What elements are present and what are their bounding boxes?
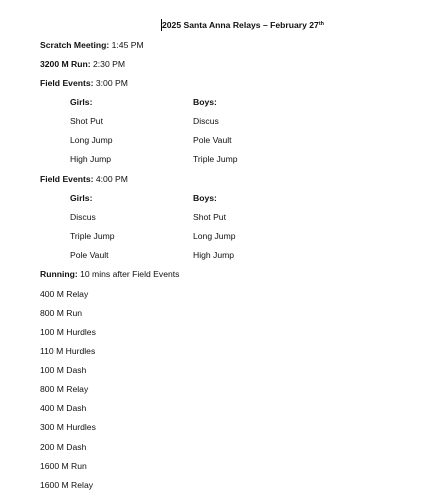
running-line bbox=[40, 269, 179, 279]
field-events-1-boys-item: Pole Vault bbox=[193, 135, 232, 145]
running-event-item: 300 M Hurdles bbox=[40, 422, 96, 432]
running-event-item: 400 M Relay bbox=[40, 289, 89, 299]
field-events-1-boys-item: Discus bbox=[193, 116, 219, 126]
running-event-item: 110 M Hurdles bbox=[40, 346, 96, 356]
running-event-item: 800 M Run bbox=[40, 308, 83, 318]
field-events-1-girls-header: Girls: bbox=[70, 97, 93, 107]
field-events-1-label: Field Events: bbox=[40, 78, 94, 88]
field-events-2-boys-header: Boys: bbox=[193, 193, 217, 203]
document-title bbox=[162, 20, 324, 30]
field-events-2-girls-item: Discus bbox=[70, 212, 96, 222]
title-suffix: th bbox=[318, 21, 325, 27]
running-event-item: 1600 M Relay bbox=[40, 480, 94, 490]
field-events-2-line bbox=[40, 174, 128, 184]
field-events-1-boys-item: Triple Jump bbox=[193, 154, 238, 164]
field-events-1-girls-item: High Jump bbox=[70, 154, 112, 164]
field-events-1-girls-item: Long Jump bbox=[70, 135, 113, 145]
field-events-2-label: Field Events: bbox=[40, 174, 94, 184]
field-events-2-girls-item: Triple Jump bbox=[70, 231, 115, 241]
running-event-item: 800 M Relay bbox=[40, 384, 89, 394]
running-event-item: 1600 M Run bbox=[40, 461, 87, 471]
running-note: 10 mins after Field Events bbox=[77, 269, 180, 279]
running-event-item: 100 M Hurdles bbox=[40, 327, 96, 337]
field-events-2-boys-item: Shot Put bbox=[193, 212, 226, 222]
field-events-1-time: 3:00 PM bbox=[93, 78, 128, 88]
running-event-item: 100 M Dash bbox=[40, 365, 87, 375]
field-events-1-boys-header: Boys: bbox=[193, 97, 217, 107]
run-3200-time: 2:30 PM bbox=[90, 59, 126, 69]
scratch-meeting-label: Scratch Meeting: bbox=[40, 40, 110, 50]
scratch-meeting-line bbox=[40, 40, 144, 50]
field-events-2-boys-item: Long Jump bbox=[193, 231, 236, 241]
field-events-1-girls-item: Shot Put bbox=[70, 116, 103, 126]
field-events-2-time: 4:00 PM bbox=[93, 174, 128, 184]
field-events-2-boys-item: High Jump bbox=[193, 250, 235, 260]
run-3200-label: 3200 M Run: bbox=[40, 59, 91, 69]
title-text: 2025 Santa Anna Relays – February 27 bbox=[162, 20, 319, 30]
field-events-1-line bbox=[40, 78, 128, 88]
running-event-item: 200 M Dash bbox=[40, 442, 87, 452]
scratch-meeting-time: 1:45 PM bbox=[109, 40, 144, 50]
field-events-2-girls-header: Girls: bbox=[70, 193, 93, 203]
running-label: Running: bbox=[40, 269, 78, 279]
field-events-2-girls-item: Pole Vault bbox=[70, 250, 109, 260]
run-3200-line bbox=[40, 59, 125, 69]
running-event-item: 400 M Dash bbox=[40, 403, 87, 413]
